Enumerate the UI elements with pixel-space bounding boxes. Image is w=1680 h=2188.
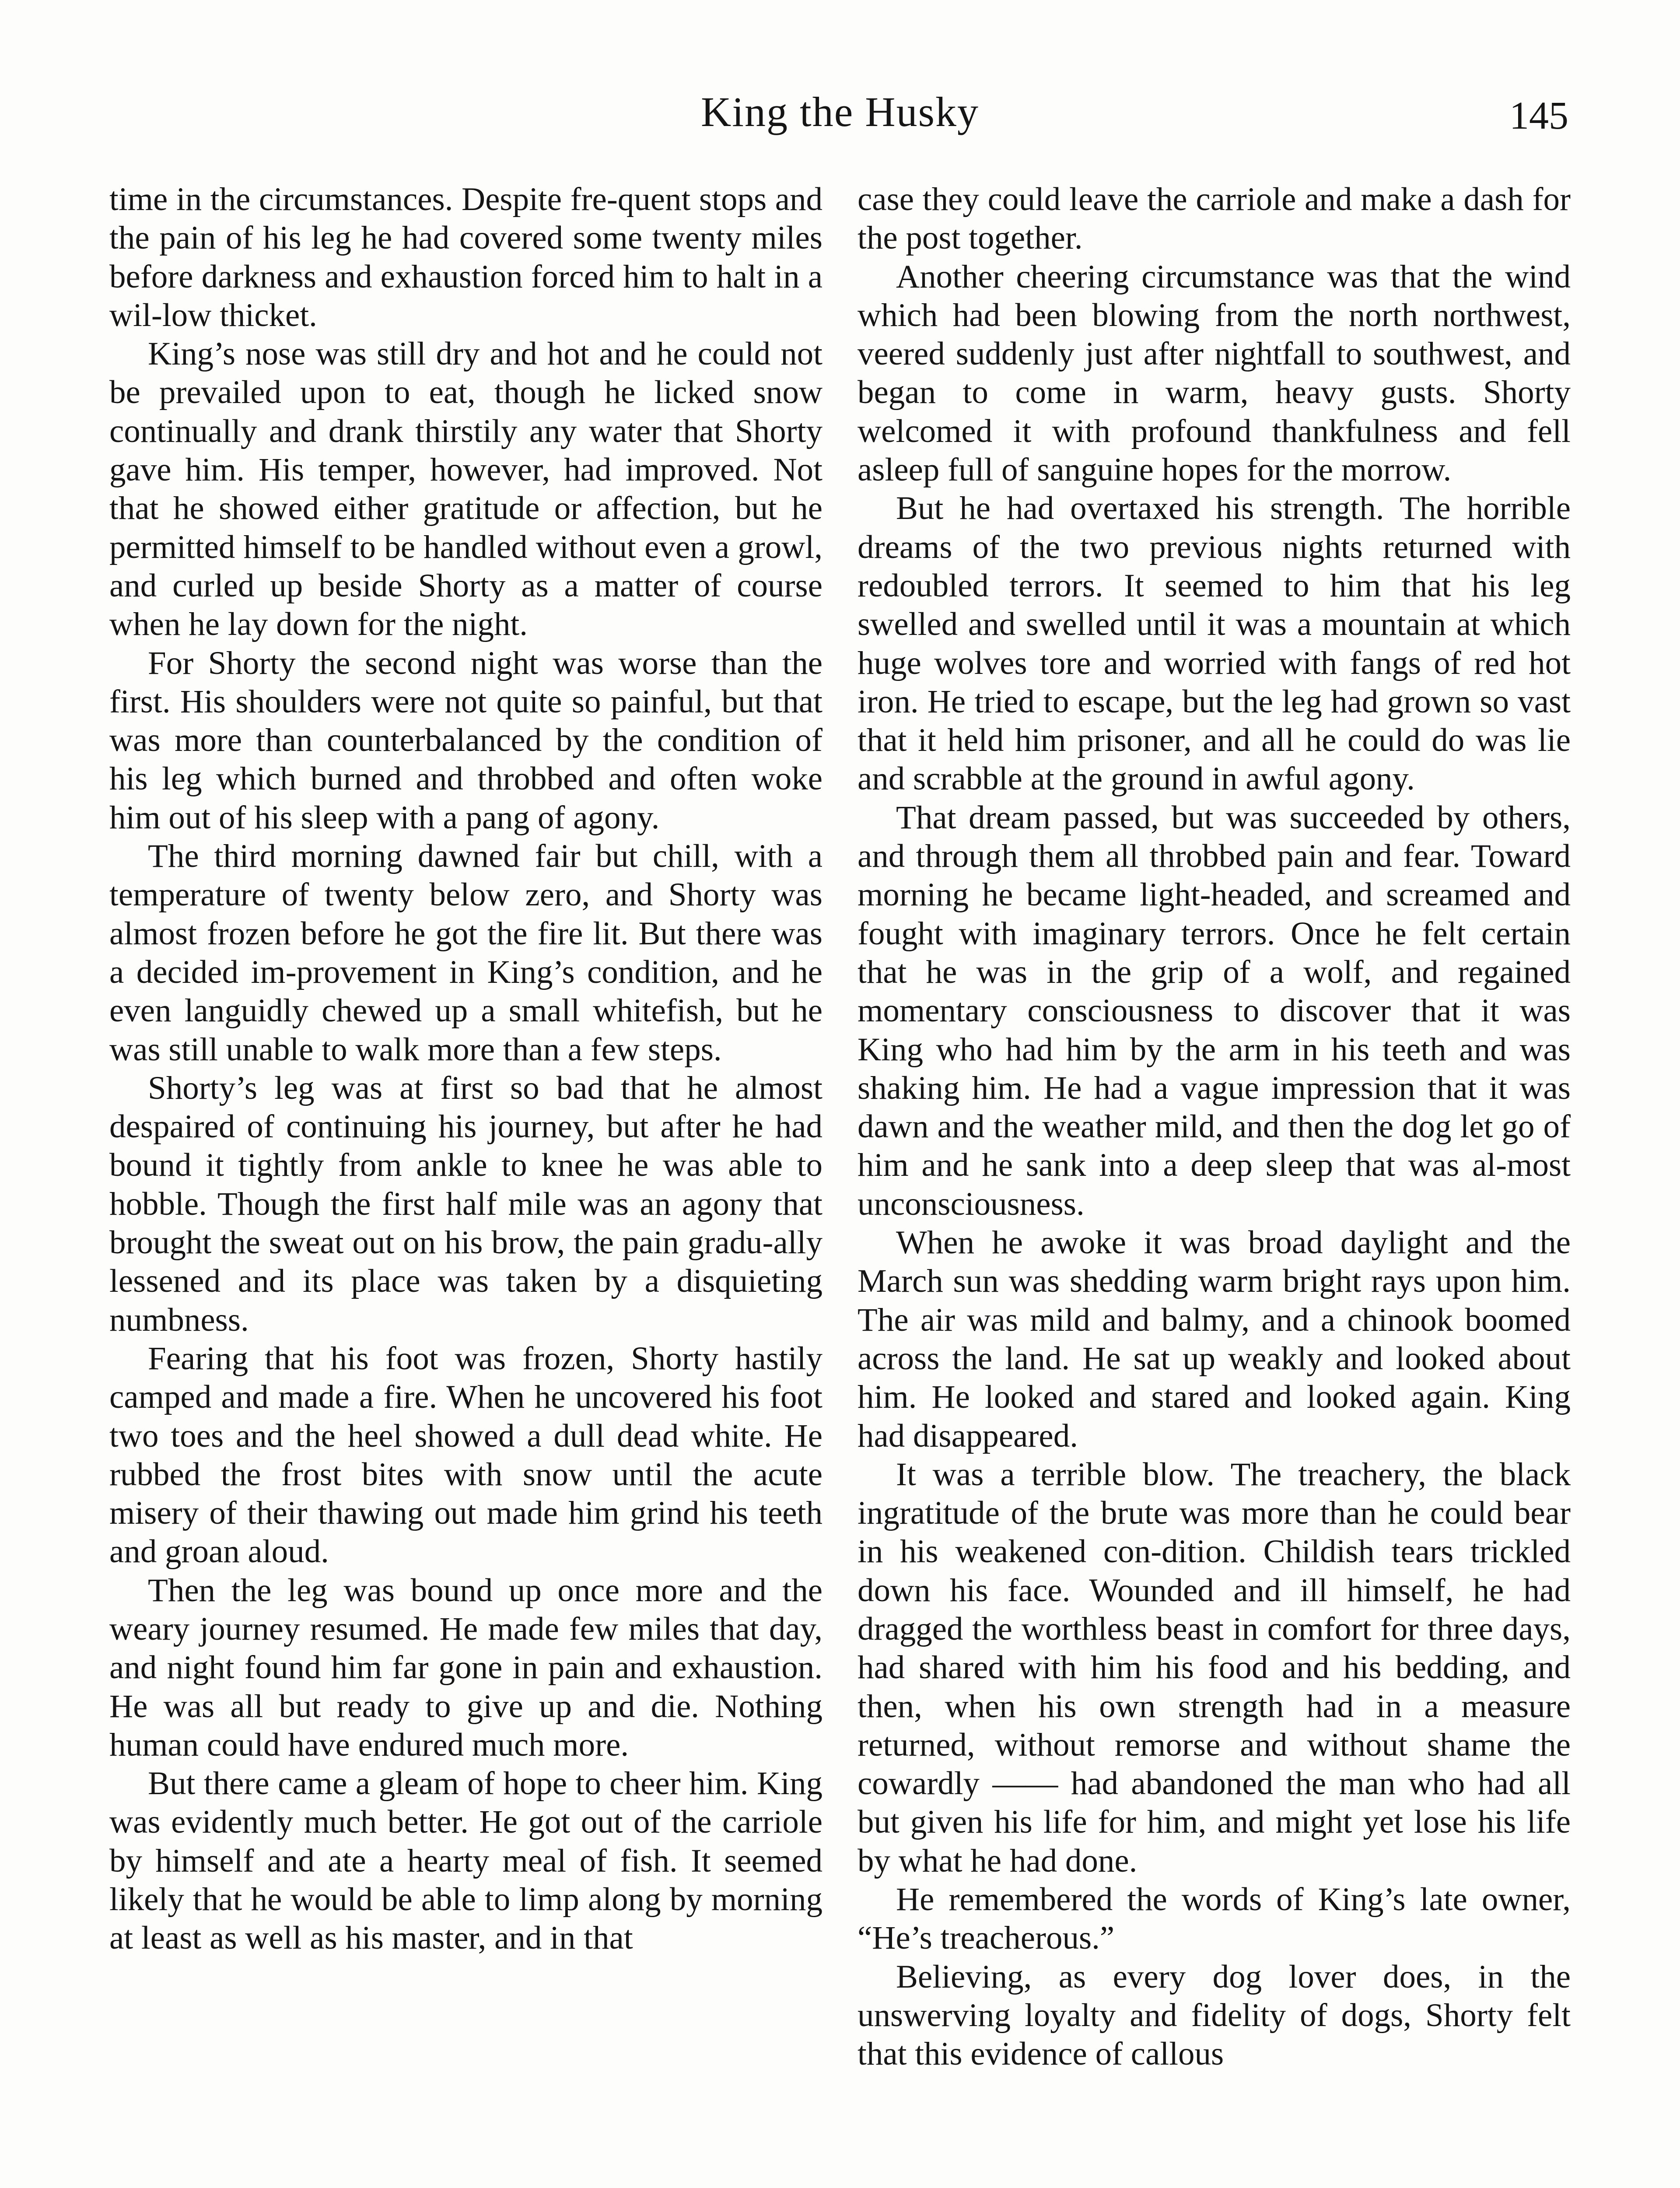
paragraph: case they could leave the carriole and make a dash for the post together. (858, 181, 1571, 256)
paragraph: It was a terrible blow. The treachery, the black ingratitude of the brute was more than he could bear in his weakened con-dition. Childish tears trickled down his face. Wounded and ill himself, he had dragged the worthless beast in comfort for three days, had shared with him his food and his bedding, and then, when his own strength had in a measure returned, without remorse and without shame the cowardly —— had abandoned the man who had all but given his life for him, and might yet lose his life by what he had done. (858, 1456, 1571, 1879)
paragraph: Then the leg was bound up once more and the weary journey resumed. He made few miles that day, and night found him far gone in pain and exhaustion. He was all but ready to give up and die. Nothing human could have endured much more. (109, 1572, 822, 1763)
paragraph: King’s nose was still dry and hot and he could not be prevailed upon to eat, though he licked snow continually and drank thirstily any water that Shorty gave him. His temper, however, had improved. Not that he showed either gratitude or affection, but he permitted himself to be handled without even a growl, and curled up beside Shorty as a matter of course when he lay down for the night. (109, 336, 822, 643)
paragraph: time in the circumstances. Despite fre-quent stops and the pain of his leg he had covered some twenty miles before darkness and exhaustion forced him to halt in a wil-low thicket. (109, 181, 822, 333)
paragraph: But he had overtaxed his strength. The horrible dreams of the two previous nights returned with redoubled terrors. It seemed to him that his leg swelled and swelled until it was a mountain at which huge wolves tore and worried with fangs of red hot iron. He tried to escape, but the leg had grown so vast that it held him prisoner, and all he could do was lie and scrabble at the ground in awful agony. (858, 490, 1571, 797)
left-column (109, 180, 822, 1958)
paragraph: When he awoke it was broad daylight and the March sun was shedding warm bright rays upon him. The air was mild and balmy, and a chinook boomed across the land. He sat up weakly and looked about him. He looked and stared and looked again. King had disappeared. (858, 1224, 1571, 1454)
page-number: 145 (1509, 94, 1568, 137)
paragraph: The third morning dawned fair but chill, with a temperature of twenty below zero, and Shorty was almost frozen before he got the fire lit. But there was a decided im-provement in King’s condition, and he even languidly chewed up a small whitefish, but he was still unable to walk more than a few steps. (109, 838, 822, 1068)
paragraph: Another cheering circumstance was that the wind which had been blowing from the north northwest, veered suddenly just after nightfall to southwest, and began to come in warm, heavy gusts. Shorty welcomed it with profound thankfulness and fell asleep full of sanguine hopes for the morrow. (858, 258, 1571, 488)
paragraph: For Shorty the second night was worse than the first. His shoulders were not quite so painful, but that was more than counterbalanced by the condition of his leg which burned and throbbed and often woke him out of his sleep with a pang of agony. (109, 645, 822, 836)
paragraph: Shorty’s leg was at first so bad that he almost despaired of continuing his journey, but after he had bound it tightly from ankle to knee he was able to hobble. Though the first half mile was an agony that brought the sweat out on his brow, the pain gradu-ally lessened and its place was taken by a disquieting numbness. (109, 1069, 822, 1338)
paragraph: That dream passed, but was succeeded by others, and through them all throbbed pain and fear. Toward morning he became light-headed, and screamed and fought with imaginary terrors. Once he felt certain that he was in the grip of a wolf, and regained momentary consciousness to discover that it was King who had him by the arm in his teeth and was shaking him. He had a vague impression that it was dawn and the weather mild, and then the dog let go of him and he sank into a deep sleep that was al-most unconsciousness. (858, 799, 1571, 1222)
paragraph: He remembered the words of King’s late owner, “He’s treacherous.” (858, 1881, 1571, 1957)
paragraph: Believing, as every dog lover does, in the unswerving loyalty and fidelity of dogs, Shorty felt that this evidence of callous (858, 1958, 1571, 2072)
running-title: King the Husky (701, 88, 979, 135)
right-column (858, 180, 1571, 2074)
paragraph: But there came a gleam of hope to cheer him. King was evidently much better. He got out of the carriole by himself and ate a hearty meal of fish. It seemed likely that he would be able to limp along by morning at least as well as his master, and in that (109, 1765, 822, 1957)
paragraph: Fearing that his foot was frozen, Shorty hastily camped and made a fire. When he uncovered his foot two toes and the heel showed a dull dead white. He rubbed the frost bites with snow until the acute misery of their thawing out made him grind his teeth and groan aloud. (109, 1340, 822, 1570)
